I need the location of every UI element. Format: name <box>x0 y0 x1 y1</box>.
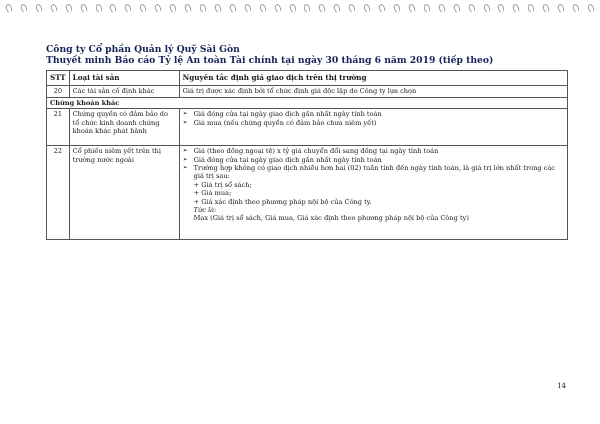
company-name: Công ty Cổ phần Quản lý Quỹ Sài Gòn <box>46 44 240 55</box>
valuation-rule: Giá trị được xác định bởi tổ chức định giá độc lập do Công ty lựa chọn <box>179 86 567 97</box>
binder-rings <box>6 4 594 14</box>
ring-icon <box>452 3 461 13</box>
valuation-rule <box>179 146 567 240</box>
bullet-item <box>183 164 564 181</box>
ring-icon <box>169 3 178 13</box>
ring-icon <box>94 3 103 13</box>
ring-icon <box>437 3 446 13</box>
ring-icon <box>34 3 43 13</box>
value-option: + Giá xác định theo phương pháp nội bộ của Công ty. <box>193 197 372 206</box>
ring-icon <box>154 3 163 13</box>
ring-icon <box>348 3 357 13</box>
ring-icon <box>79 3 88 13</box>
ring-icon <box>184 3 193 13</box>
ring-icon <box>363 3 372 13</box>
row-number: 22 <box>47 146 70 240</box>
ring-icon <box>20 3 29 13</box>
ring-icon <box>228 3 237 13</box>
column-header-valuation-rule: Nguyên tắc định giá giao dịch trên thị trường <box>179 71 567 86</box>
bullet-text: Giá mua (nếu chứng quyền có đảm bảo chưa niêm yết) <box>193 118 377 127</box>
ring-icon <box>587 3 596 13</box>
section-title: Chứng khoán khác <box>47 97 568 108</box>
bullet-text: Trường hợp không có giao dịch nhiều hơn hai (02) tuần tính đến ngày tính toán, là giá trị lớn nhất trong các giá trị sau: <box>193 164 555 181</box>
bullet-item <box>183 147 564 155</box>
ring-icon <box>109 3 118 13</box>
value-option: + Giá mua; <box>193 189 232 198</box>
that-is-label: Tức là: <box>193 206 217 215</box>
column-header-stt: STT <box>47 71 70 86</box>
ring-icon <box>378 3 387 13</box>
ring-icon <box>393 3 402 13</box>
asset-type: Chứng quyền có đảm bảo do tổ chức kinh doanh chứng khoán khác phát hành <box>69 109 179 146</box>
valuation-rule <box>179 109 567 146</box>
ring-icon <box>273 3 282 13</box>
arrow-bullet-icon: ➢ <box>182 155 188 163</box>
arrow-bullet-icon: ➢ <box>182 110 188 118</box>
column-header-asset-type: Loại tài sản <box>69 71 179 86</box>
arrow-bullet-icon: ➢ <box>182 164 188 172</box>
ring-icon <box>467 3 476 13</box>
table-row <box>47 109 568 146</box>
ring-icon <box>557 3 566 13</box>
bullet-item <box>183 110 564 118</box>
ring-icon <box>482 3 491 13</box>
ring-icon <box>318 3 327 13</box>
bullet-item <box>183 119 564 127</box>
arrow-bullet-icon: ➢ <box>182 118 188 126</box>
ring-icon <box>422 3 431 13</box>
table-header-row <box>47 71 568 86</box>
report-subtitle: Thuyết minh Báo cáo Tỷ lệ An toàn Tài chính tại ngày 30 tháng 6 năm 2019 (tiếp theo) <box>46 55 494 66</box>
row-number: 21 <box>47 109 70 146</box>
bullet-text: Giá (theo đồng ngoại tệ) x tỷ giá chuyển đổi sang đồng tại ngày tính toán <box>193 147 439 156</box>
ring-icon <box>333 3 342 13</box>
row-number: 20 <box>47 86 70 97</box>
ring-icon <box>527 3 536 13</box>
ring-icon <box>5 3 14 13</box>
section-row <box>47 97 568 108</box>
ring-icon <box>199 3 208 13</box>
ring-icon <box>258 3 267 13</box>
ring-icon <box>288 3 297 13</box>
ring-icon <box>49 3 58 13</box>
table-row <box>47 86 568 97</box>
bullet-item <box>183 156 564 164</box>
ring-icon <box>64 3 73 13</box>
page-number: 14 <box>557 382 566 390</box>
valuation-table <box>46 70 568 240</box>
ring-icon <box>512 3 521 13</box>
ring-icon <box>497 3 506 13</box>
table-row <box>47 146 568 240</box>
bullet-text: Giá đóng cửa tại ngày giao dịch gần nhất ngày tính toán <box>193 110 382 119</box>
document-header <box>46 44 493 66</box>
value-option: + Giá trị sổ sách; <box>193 180 252 189</box>
ring-icon <box>139 3 148 13</box>
ring-icon <box>572 3 581 13</box>
ring-icon <box>243 3 252 13</box>
ring-icon <box>124 3 133 13</box>
bullet-text: Giá đóng cửa tại ngày giao dịch gần nhất ngày tính toán <box>193 155 382 164</box>
max-formula: Max (Giá trị sổ sách, Giá mua, Giá xác định theo phương pháp nội bộ của Công ty) <box>193 214 469 223</box>
asset-type: Cổ phiếu niêm yết trên thị trường nước ngoài <box>69 146 179 240</box>
arrow-bullet-icon: ➢ <box>182 147 188 155</box>
ring-icon <box>542 3 551 13</box>
ring-icon <box>408 3 417 13</box>
ring-icon <box>303 3 312 13</box>
asset-type: Các tài sản cố định khác <box>69 86 179 97</box>
ring-icon <box>214 3 223 13</box>
